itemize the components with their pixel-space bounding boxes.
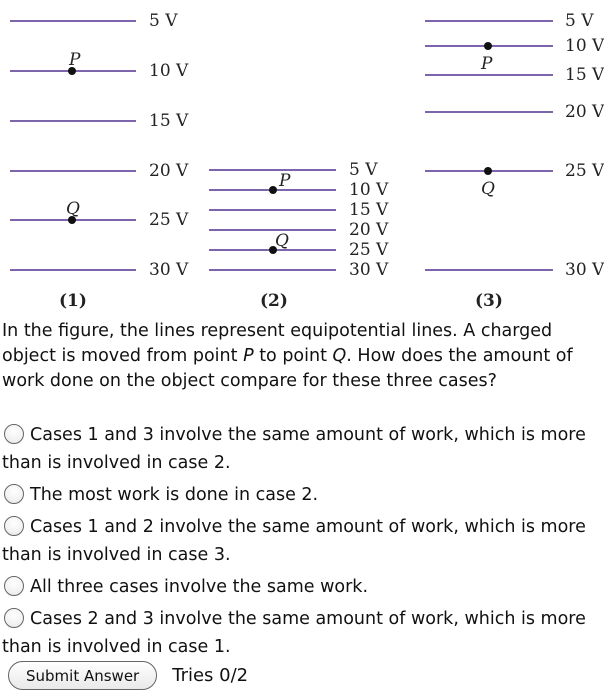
radio-button[interactable] — [4, 424, 24, 444]
radio-button[interactable] — [4, 484, 24, 504]
point-q-label: Q — [66, 199, 80, 219]
voltage-label: 30 V — [565, 260, 604, 280]
point-p-label: P — [279, 171, 291, 191]
point-p-dot — [484, 42, 492, 50]
choice-2[interactable] — [2, 481, 600, 509]
equipotential-figure — [0, 0, 604, 318]
voltage-label: 5 V — [349, 160, 378, 180]
voltage-label: 25 V — [565, 161, 604, 181]
question-text — [2, 319, 600, 394]
choice-5[interactable] — [2, 605, 600, 661]
question-part: In the figure, the lines represent equipotential lines. A charged object is moved from point — [2, 321, 553, 366]
case-1-diagram — [10, 11, 189, 311]
radio-button[interactable] — [4, 576, 24, 596]
choice-3[interactable] — [2, 513, 600, 569]
choice-label: Cases 2 and 3 involve the same amount of work, which is more than is involved in case 1. — [2, 609, 586, 657]
choice-label: Cases 1 and 3 involve the same amount of work, which is more than is involved in case 2. — [2, 425, 586, 473]
voltage-label: 30 V — [149, 260, 189, 280]
case-2-diagram — [209, 160, 389, 311]
voltage-label: 20 V — [565, 102, 604, 122]
voltage-label: 10 V — [149, 61, 189, 81]
tries-counter: Tries 0/2 — [172, 665, 249, 686]
voltage-label: 15 V — [565, 65, 604, 85]
voltage-label: 20 V — [149, 161, 189, 181]
choice-label: The most work is done in case 2. — [30, 485, 319, 505]
point-q-dot — [484, 167, 492, 175]
case-label: (3) — [475, 291, 503, 311]
question-part: to point — [253, 346, 333, 366]
point-p-ref: P — [243, 346, 254, 366]
submit-answer-button[interactable]: Submit Answer — [8, 661, 157, 690]
voltage-label: 10 V — [349, 180, 389, 200]
voltage-label: 25 V — [149, 210, 189, 230]
point-p-dot — [269, 186, 277, 194]
case-label: (2) — [260, 291, 288, 311]
voltage-label: 25 V — [349, 240, 389, 260]
case-label: (1) — [59, 291, 87, 311]
choice-1[interactable] — [2, 421, 600, 477]
point-p-label: P — [481, 54, 493, 74]
submit-row — [8, 661, 248, 690]
point-q-ref: Q — [332, 346, 347, 366]
point-q-label: Q — [481, 179, 495, 199]
choice-label: All three cases involve the same work. — [30, 577, 369, 597]
voltage-label: 20 V — [349, 220, 389, 240]
voltage-label: 15 V — [349, 200, 389, 220]
voltage-label: 10 V — [565, 36, 604, 56]
case-3-diagram — [425, 11, 604, 311]
point-q-label: Q — [275, 231, 289, 251]
choice-label: Cases 1 and 2 involve the same amount of work, which is more than is involved in case 3. — [2, 517, 586, 565]
voltage-label: 30 V — [349, 260, 389, 280]
point-p-label: P — [69, 50, 81, 70]
question-part: . How does the amount of work done on the object compare for these three cases? — [2, 346, 573, 391]
choice-4[interactable] — [2, 573, 600, 601]
voltage-label: 5 V — [565, 11, 594, 31]
voltage-label: 15 V — [149, 111, 189, 131]
answer-choices — [2, 421, 600, 665]
radio-button[interactable] — [4, 608, 24, 628]
voltage-label: 5 V — [149, 11, 178, 31]
radio-button[interactable] — [4, 516, 24, 536]
